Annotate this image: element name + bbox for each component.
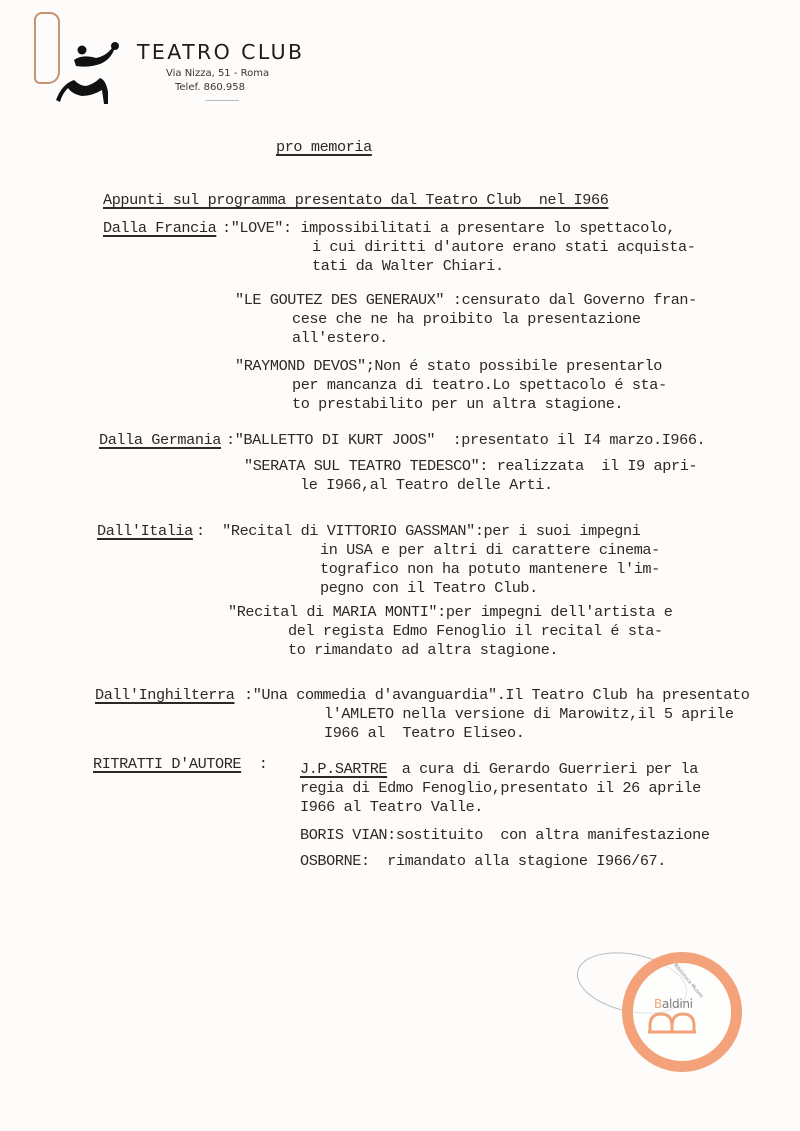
francia-entry-3-line-1: "RAYMOND DEVOS";Non é stato possibile presentarlo [235, 357, 662, 375]
francia-entry-1-line-1: :"LOVE": impossibilitati a presentare lo spettacolo, [222, 219, 676, 237]
letterhead-title: TEATRO CLUB [137, 40, 305, 64]
ritratti-entry-1-line-1: a cura di Gerardo Guerrieri per la [393, 760, 698, 778]
stamp-name [654, 997, 693, 1011]
germania-entry-1-line-1: :"BALLETTO DI KURT JOOS" :presentato il I4 marzo.I966. [226, 431, 706, 449]
francia-entry-1-line-2: i cui diritti d'autore erano stati acquista- [312, 238, 696, 256]
stamp-name-rest: aldini [661, 997, 693, 1011]
italia-entry-1-line-2: in USA e per altri di carattere cinema- [320, 541, 660, 559]
section-label-ritratti: RITRATTI D'AUTORE [93, 755, 242, 773]
section-label-germania: Dalla Germania [99, 431, 221, 449]
ritratti-separator: : [250, 755, 268, 773]
ritratti-entry-1-line-2: regia di Edmo Fenoglio,presentato il 26 aprile [300, 779, 701, 797]
letterhead-address: Via Nizza, 51 - Roma [166, 68, 270, 79]
document-heading: pro memoria [276, 138, 372, 156]
stamp-small-text: Biblioteca Museo [672, 962, 705, 1000]
inghilterra-entry-1-line-3: I966 al Teatro Eliseo. [324, 724, 525, 742]
section-label-italia: Dall'Italia [97, 522, 193, 540]
section-label-francia: Dalla Francia [103, 219, 217, 237]
inghilterra-entry-1-line-2: l'AMLETO nella versione di Marowitz,il 5 aprile [324, 705, 734, 723]
italia-entry-1-line-4: pegno con il Teatro Club. [320, 579, 538, 597]
germania-entry-2-line-2: le I966,al Teatro delle Arti. [300, 476, 553, 494]
letterhead-rule [205, 100, 239, 101]
italia-entry-2-line-1: "Recital di MARIA MONTI":per impegni dell'artista e [228, 603, 673, 621]
francia-entry-3-line-2: per mancanza di teatro.Lo spettacolo é sta- [292, 376, 667, 394]
dancing-figures-logo-icon [52, 40, 122, 110]
ritratti-entry-2-line-1: BORIS VIAN:sostituito con altra manifestazione [300, 826, 710, 844]
section-label-inghilterra: Dall'Inghilterra [95, 686, 235, 704]
italia-entry-2-line-3: to rimandato ad altra stagione. [288, 641, 559, 659]
francia-entry-3-line-3: to prestabilito per un altra stagione. [292, 395, 624, 413]
italia-entry-1-line-1: : "Recital di VITTORIO GASSMAN":per i suoi impegni [196, 522, 641, 540]
ritratti-sartre-lead: J.P.SARTRE [300, 760, 388, 778]
germania-entry-2-line-1: "SERATA SUL TEATRO TEDESCO": realizzata il I9 apri- [244, 457, 698, 475]
stamp-name-initial: B [654, 997, 662, 1011]
francia-entry-2-line-3: all'estero. [292, 329, 388, 347]
ritratti-entry-1-line-3: I966 al Teatro Valle. [300, 798, 483, 816]
francia-entry-1-line-3: tati da Walter Chiari. [312, 257, 504, 275]
ritratti-entry-3-line-1: OSBORNE: rimandato alla stagione I966/67. [300, 852, 666, 870]
francia-entry-2-line-2: cese che ne ha proibito la presentazione [292, 310, 641, 328]
book-arches-icon [648, 1012, 696, 1034]
inghilterra-entry-1-line-1: :"Una commedia d'avanguardia".Il Teatro Club ha presentato [244, 686, 750, 704]
letterhead-telephone: Telef. 860.958 [175, 82, 245, 93]
document-subtitle: Appunti sul programma presentato dal Teatro Club nel I966 [103, 191, 609, 209]
italia-entry-1-line-3: tografico non ha potuto mantenere l'im- [320, 560, 660, 578]
francia-entry-2-line-1: "LE GOUTEZ DES GENERAUX" :censurato dal Governo fran- [235, 291, 697, 309]
italia-entry-2-line-2: del regista Edmo Fenoglio il recital é sta- [288, 622, 663, 640]
